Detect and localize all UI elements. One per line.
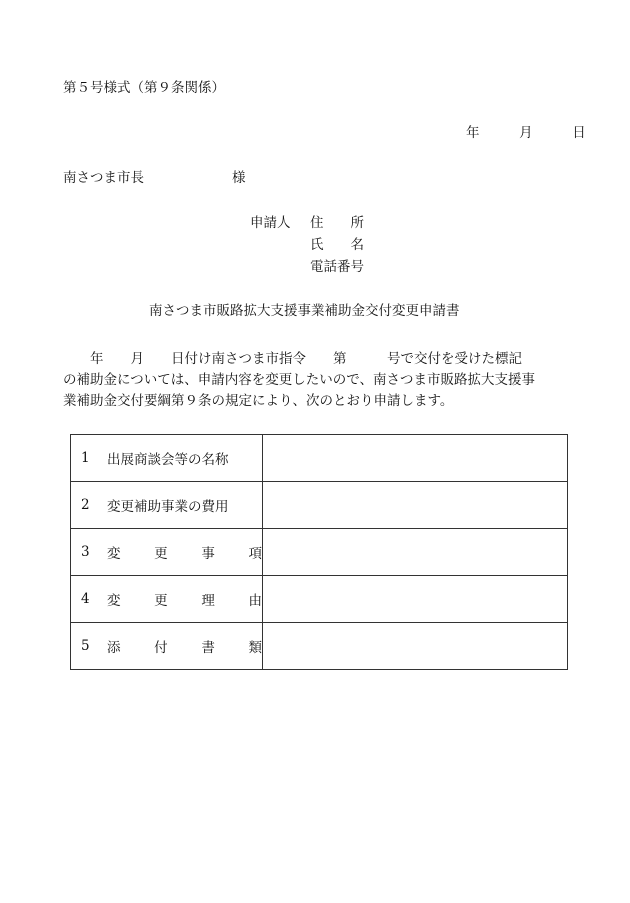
document-title: 南さつま市販路拡大支援事業補助金交付変更申請書 [149, 303, 460, 319]
body-line-2: の補助金については、申請内容を変更したいので、南さつま市販路拡大支援事 [63, 372, 535, 388]
item-label-char: 変 [107, 593, 121, 609]
item-label-cell [71, 435, 263, 482]
item-label-char: 変 [107, 546, 121, 562]
item-label-char: 書 [201, 640, 215, 656]
body-line-3: 業補助金交付要綱第９条の規定により、次のとおり申請します。 [63, 393, 454, 409]
item-value-cell[interactable] [263, 482, 568, 529]
table-row [71, 482, 568, 529]
item-label: 出展商談会等の名称 [107, 452, 229, 468]
item-label-char: 理 [201, 593, 215, 609]
item-label-char: 由 [248, 593, 262, 609]
date-line [466, 127, 586, 141]
item-label-char: 類 [248, 640, 262, 656]
item-number: 4 [81, 591, 90, 607]
item-label: 変更補助事業の費用 [107, 499, 229, 515]
item-value-cell[interactable] [263, 529, 568, 576]
table-row [71, 529, 568, 576]
applicant-label: 申請人 [250, 215, 291, 231]
item-label-char: 更 [154, 593, 168, 609]
item-label-char: 添 [107, 640, 121, 656]
date-year-label: 年 [466, 125, 480, 141]
addressee-name: 南さつま市長 [63, 170, 144, 186]
item-value-cell[interactable] [263, 623, 568, 670]
table-row [71, 435, 568, 482]
addressee-line [63, 172, 246, 186]
body-text [63, 349, 569, 412]
applicant-phone-label: 電話番号 [310, 259, 364, 275]
addressee-honorific: 様 [232, 170, 246, 186]
item-label [107, 636, 262, 656]
item-value-cell[interactable] [263, 435, 568, 482]
date-month-label: 月 [519, 125, 533, 141]
item-number: 1 [81, 450, 90, 466]
table-row [71, 623, 568, 670]
item-number: 3 [81, 544, 90, 560]
applicant-name-label: 氏 名 [310, 237, 364, 253]
applicant-address-label: 住 所 [310, 215, 364, 231]
item-label-cell [71, 529, 263, 576]
item-label-char: 付 [154, 640, 168, 656]
item-label-char: 項 [248, 546, 262, 562]
item-value-cell[interactable] [263, 576, 568, 623]
items-table [70, 434, 568, 670]
item-label [107, 542, 262, 562]
item-label-char: 更 [154, 546, 168, 562]
body-line-1: 年 月 日付け南さつま市指令 第 号で交付を受けた標記 [63, 351, 522, 367]
item-label-cell [71, 623, 263, 670]
date-day-label: 日 [572, 125, 586, 141]
item-label-cell [71, 576, 263, 623]
form-number: 第５号様式（第９条関係） [63, 80, 225, 96]
item-label-char: 事 [201, 546, 215, 562]
item-label [107, 589, 262, 609]
item-number: 5 [81, 638, 90, 654]
item-number: 2 [81, 497, 90, 513]
table-row [71, 576, 568, 623]
item-label-cell [71, 482, 263, 529]
